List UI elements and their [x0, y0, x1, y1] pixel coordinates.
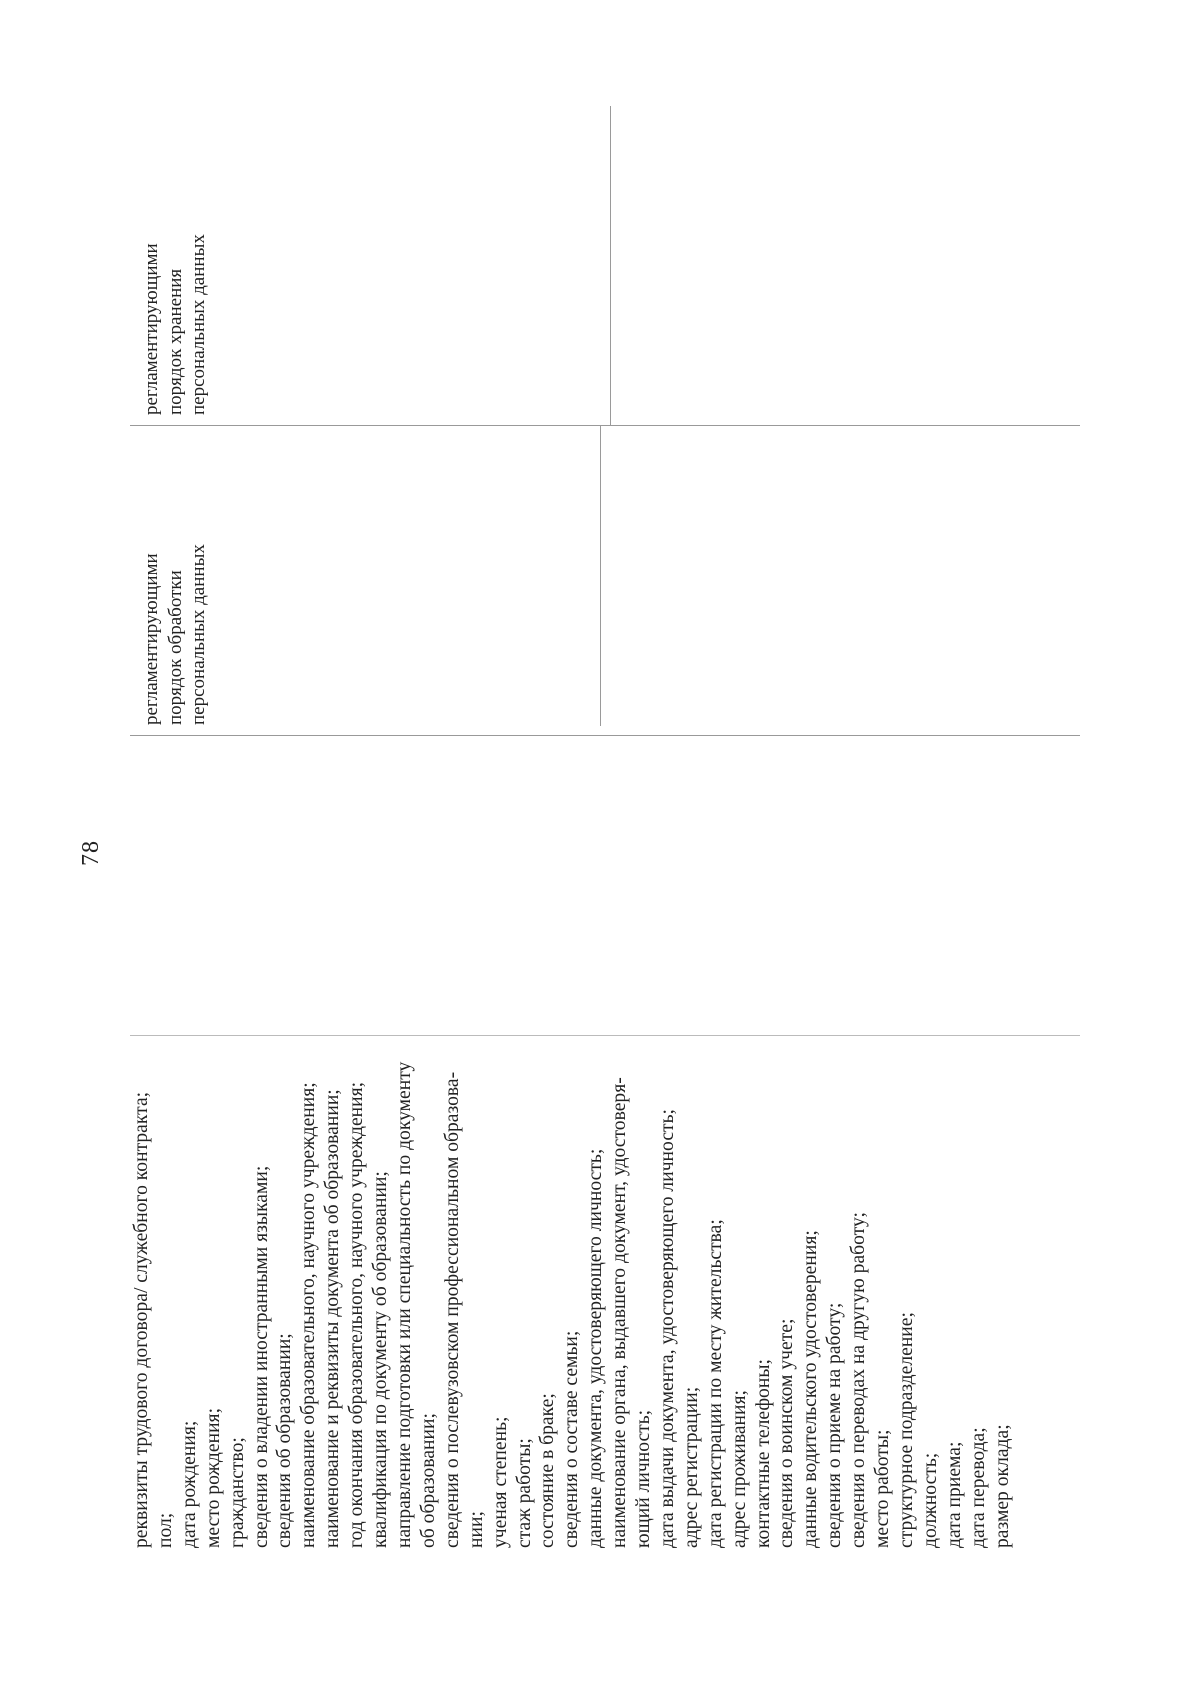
column-storage	[130, 106, 1080, 426]
data-item: сведения о переводах на другую работу;	[848, 1212, 870, 1548]
data-item: место работы;	[872, 1429, 894, 1548]
storage-line: регламентирующими	[141, 243, 162, 415]
data-item: данные документа, удостоверяющего личность;	[585, 1148, 607, 1548]
data-item: ученая степень;	[489, 1416, 511, 1548]
data-items-list	[130, 1036, 1015, 1556]
processing-line: порядок обработки	[164, 570, 186, 725]
data-item: дата перевода;	[967, 1427, 989, 1548]
data-item: об образовании;	[417, 1413, 439, 1548]
data-item: сведения о приеме на работу;	[824, 1302, 846, 1548]
data-item: сведения о послевузовском профессиональном образова-	[441, 1071, 463, 1548]
processing-cell-text	[130, 426, 211, 735]
data-table	[130, 106, 1080, 1556]
data-item: сведения о владении иностранными языками;	[250, 1165, 272, 1548]
processing-line: персональных данных	[188, 544, 209, 725]
data-item: сведения о воинском учете;	[776, 1318, 798, 1548]
data-item: сведения о составе семьи;	[561, 1330, 583, 1548]
data-item: адрес регистрации;	[680, 1386, 702, 1548]
column-data-items	[130, 1036, 1080, 1556]
data-item: год окончания образовательного, научного учреждения;	[346, 1081, 368, 1548]
data-item: гражданство;	[226, 1437, 248, 1548]
data-item: наименование и реквизиты документа об образовании;	[322, 1089, 344, 1548]
data-item: квалификация по документу об образовании;	[370, 1171, 392, 1548]
data-item: дата регистрации по месту жительства;	[704, 1219, 726, 1548]
page-number: 78	[78, 840, 104, 866]
data-item: должность;	[919, 1452, 941, 1548]
data-item: пол;	[154, 1512, 176, 1548]
processing-line: регламентирующими	[141, 553, 162, 725]
data-item: наименование образовательного, научного учреждения;	[298, 1082, 320, 1548]
data-item: адрес проживания;	[728, 1390, 750, 1548]
data-item: состояние в браке;	[537, 1393, 559, 1548]
data-item: наименование органа, выдавшего документ, удостоверя-	[609, 1077, 631, 1548]
storage-line: порядок хранения	[164, 268, 186, 415]
data-item: дата выдачи документа, удостоверяющего личность;	[656, 1109, 678, 1548]
storage-cell-text	[130, 106, 211, 425]
data-item: сведения об образовании;	[274, 1333, 296, 1548]
divider	[600, 426, 601, 726]
divider	[610, 106, 611, 426]
data-item: структурное подразделение;	[896, 1312, 917, 1548]
data-item: ющий личность;	[633, 1409, 655, 1548]
data-item: место рождения;	[202, 1407, 224, 1548]
data-item: направление подготовки или специальность по документу	[393, 1061, 415, 1548]
data-item: размер оклада;	[991, 1424, 1013, 1548]
data-item: дата рождения;	[178, 1420, 200, 1548]
data-item: контактные телефоны;	[752, 1359, 774, 1548]
column-processing	[130, 426, 1080, 736]
data-item: нии;	[465, 1511, 487, 1548]
data-item: дата приема;	[943, 1441, 965, 1548]
column-empty	[130, 736, 1080, 1036]
storage-line: персональных данных	[188, 234, 209, 415]
data-item: реквизиты трудового договора/ служебного контракта;	[131, 1091, 152, 1548]
data-item: стаж работы;	[513, 1438, 535, 1548]
data-item: данные водительского удостоверения;	[800, 1230, 822, 1548]
